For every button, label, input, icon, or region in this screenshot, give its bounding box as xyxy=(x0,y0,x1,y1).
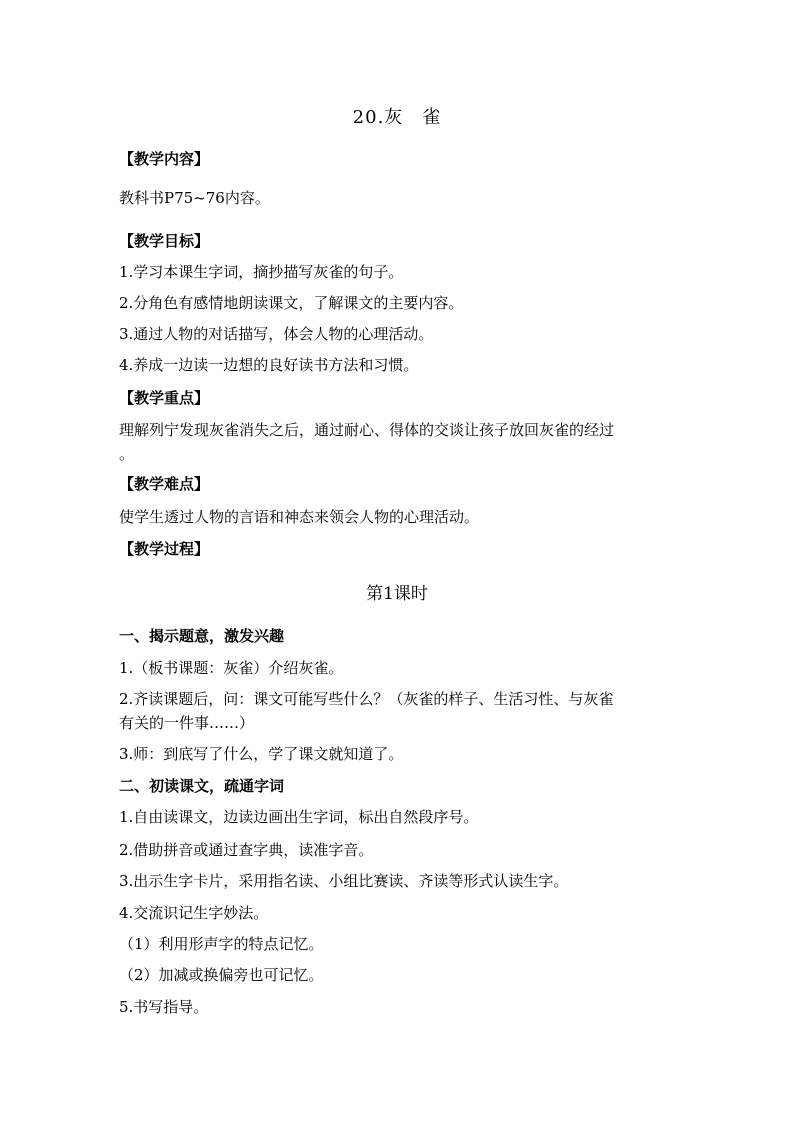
part1-item-3: 3.师：到底写了什么，学了课文就知道了。 xyxy=(119,745,404,763)
part2-item-5: 5.书写指导。 xyxy=(119,998,209,1016)
part1-heading: 一、揭示题意，激发兴趣 xyxy=(119,627,285,645)
lesson-title: 第1课时 xyxy=(366,584,428,604)
difficulty-text: 使学生透过人物的言语和神态来领会人物的心理活动。 xyxy=(119,508,480,526)
goal-item-4: 4.养成一边读一边想的良好读书方法和习惯。 xyxy=(119,356,419,374)
part2-item-3: 3.出示生字卡片，采用指名读、小组比赛读、齐读等形式认读生字。 xyxy=(119,872,569,890)
part1-item-1: 1.（板书课题：灰雀）介绍灰雀。 xyxy=(119,659,344,677)
goal-item-1: 1.学习本课生字词，摘抄描写灰雀的句子。 xyxy=(119,263,404,281)
part2-item-4-sub1: （1）利用形声字的特点记忆。 xyxy=(119,935,324,953)
process-heading: 【教学过程】 xyxy=(119,540,210,558)
goal-item-2: 2.分角色有感情地朗读课文，了解课文的主要内容。 xyxy=(119,294,464,312)
part2-item-2: 2.借助拼音或通过查字典，读准字音。 xyxy=(119,841,374,859)
part1-item-2-cont: 有关的一件事……） xyxy=(119,714,255,732)
part2-heading: 二、初读课文，疏通字词 xyxy=(119,777,285,795)
goal-item-3: 3.通过人物的对话描写，体会人物的心理活动。 xyxy=(119,325,434,343)
key-heading: 【教学重点】 xyxy=(119,389,210,407)
content-text: 教科书P75~76内容。 xyxy=(119,189,270,207)
part1-item-2: 2.齐读课题后，问：课文可能写些什么？（灰雀的样子、生活习性、与灰雀 xyxy=(119,690,614,708)
part2-item-1: 1.自由读课文，边读边画出生字词，标出自然段序号。 xyxy=(119,808,479,826)
content-heading: 【教学内容】 xyxy=(119,150,210,168)
goals-heading: 【教学目标】 xyxy=(119,232,210,250)
document-title: 20.灰 雀 xyxy=(352,107,442,128)
difficulty-heading: 【教学难点】 xyxy=(119,475,210,493)
key-text-line2: 。 xyxy=(119,445,135,463)
key-text-line1: 理解列宁发现灰雀消失之后，通过耐心、得体的交谈让孩子放回灰雀的经过 xyxy=(119,421,615,439)
part2-item-4-sub2: （2）加减或换偏旁也可记忆。 xyxy=(119,966,324,984)
part2-item-4: 4.交流识记生字妙法。 xyxy=(119,904,269,922)
